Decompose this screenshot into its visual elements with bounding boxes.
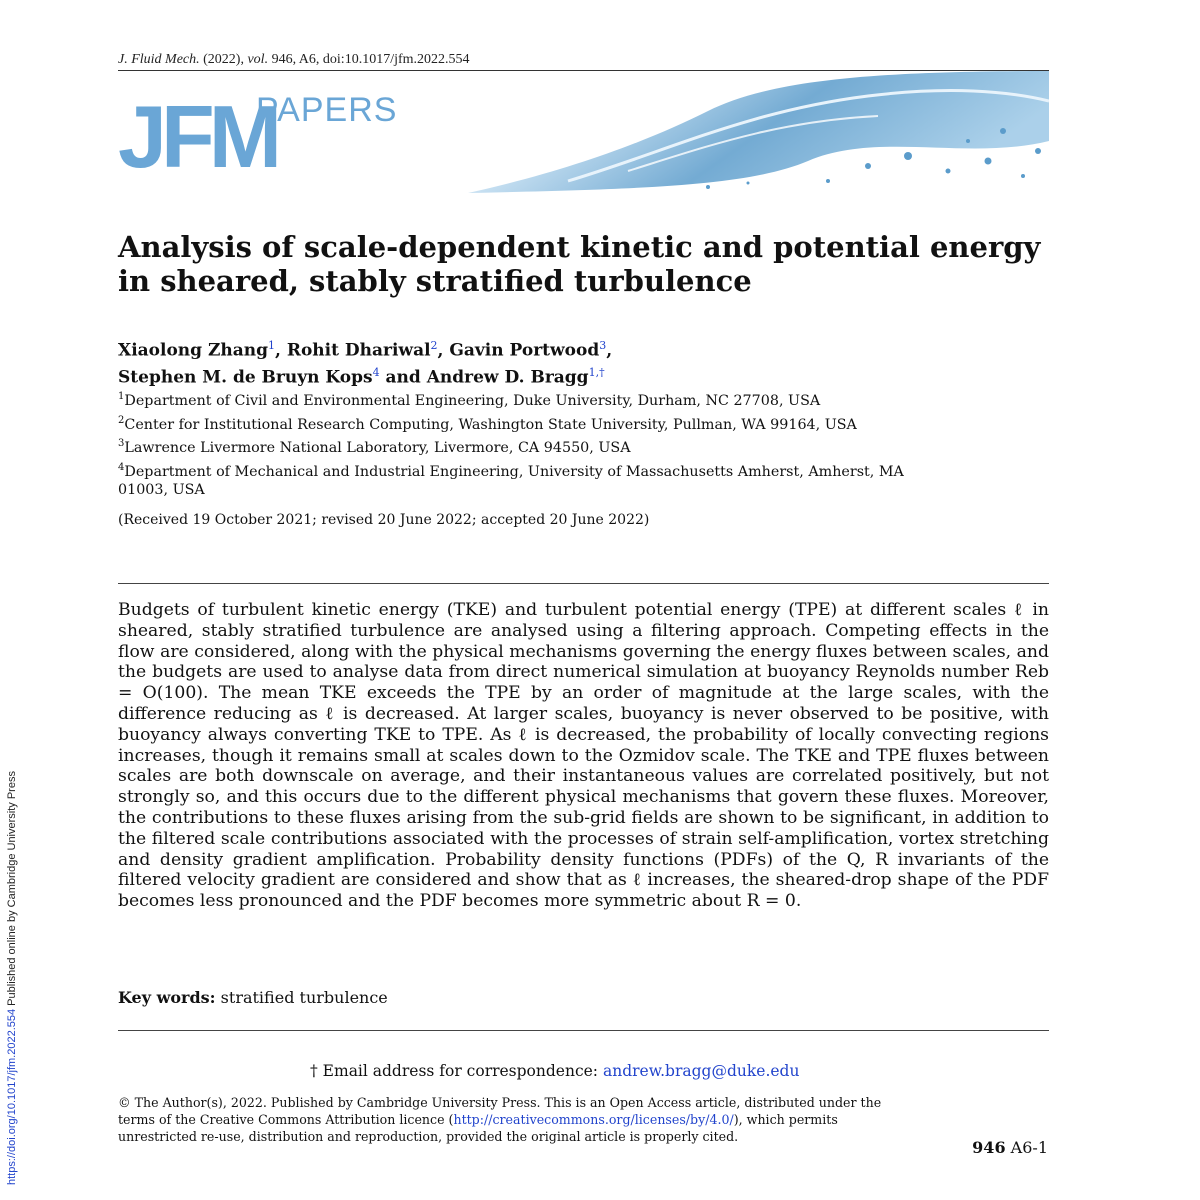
author-name: Gavin Portwood [449,340,600,361]
volume-label: vol. [247,52,269,67]
correspondence-label: † Email address for correspondence: [310,1062,599,1080]
side-doi-note [6,771,18,1185]
journal-citation [118,52,470,68]
affiliation-3 [118,435,1058,457]
jfm-logo: JFM [118,87,276,186]
author-name: Stephen M. de Bruyn Kops [118,367,373,388]
affiliation-number: 1 [118,391,125,402]
affiliation-ref[interactable]: 3 [599,339,607,352]
jfm-banner [118,71,1049,193]
keywords-value: stratified turbulence [220,988,388,1007]
journal-name: J. Fluid Mech. [118,52,200,67]
correspondence [310,1062,799,1080]
license-link[interactable]: http://creativecommons.org/licenses/by/4.0/ [453,1112,734,1127]
page-number [972,1138,1048,1157]
water-splash-image [448,71,1049,193]
affiliation-ref[interactable]: 4 [372,365,380,379]
affiliation-4 [118,459,948,499]
journal-ref: 946, A6, doi:10.1017/jfm.2022.554 [271,52,470,67]
license-text-1: © The Author(s), 2022. Published by Cambridge University Press. This is an Open Access article, distributed under the terms of the Creative Commons Attribution licence ( [118,1095,882,1127]
received-dates: (Received 19 October 2021; revised 20 June 2022; accepted 20 June 2022) [118,512,650,528]
affiliation-ref[interactable]: 1 [268,339,275,352]
journal-year: (2022), [203,52,244,67]
paper-title: Analysis of scale-dependent kinetic and potential energy in sheared, stably stratified turbulence [118,230,1041,298]
affiliation-text: Center for Institutional Research Computing, Washington State University, Pullman, WA 99164, USA [124,416,857,433]
papers-label: PAPERS [256,91,398,129]
affiliation-text: Lawrence Livermore National Laboratory, Livermore, CA 94550, USA [124,439,631,456]
abstract-rule-top [118,583,1049,584]
author-name: Rohit Dhariwal [286,340,431,361]
author-name: Andrew D. Bragg [426,367,589,388]
side-doi-link[interactable]: https://doi.org/10.1017/jfm.2022.554 [6,1008,18,1185]
affiliation-ref[interactable]: 1,† [588,365,605,379]
abstract-rule-bottom [118,1030,1049,1031]
affiliation-1 [118,388,1058,410]
author-conjunction: and [385,367,421,388]
license-text-2: ), which permits unrestricted re-use, distribution and reproduction, provided the original article is properly cited. [118,1112,838,1144]
keywords [118,988,388,1007]
author-list: Xiaolong Zhang$^1$, Rohit Dhariwal$^2$, Gavin Portwood$^3$, Stephen M. de Bruyn Kops$^4$ and Andrew D. Bragg$^{1,\dagger}$ [118,339,613,388]
affiliation-number: 4 [118,462,125,473]
abstract-text: Budgets of turbulent kinetic energy (TKE) and turbulent potential energy (TPE) at different scales ℓ in sheared, stably stratified turbulence are analysed using a filtering approach. Competing effects in the flow are considered, along with the physical mechanisms governing the energy fluxes between scales, and the budgets are used to analyse data from direct numerical simulation at buoyancy Reynolds number Reb = O(100). The mean TKE exceeds the TPE by an order of magnitude at the large scales, with the difference reducing as ℓ is decreased. At larger scales, buoyancy is never observed to be positive, with buoyancy always converting TKE to TPE. As ℓ is decreased, the probability of locally convecting regions increases, though it remains small at scales down to the Ozmidov scale. The TKE and TPE fluxes between scales are both downscale on average, and their instantaneous values are correlated positively, but not strongly so, and this occurs due to the different physical mechanisms that govern these fluxes. Moreover, the contributions to these fluxes arising from the sub-grid fields are shown to be significant, in addition to the filtered scale contributions associated with the processes of strain self-amplification, vortex stretching and density gradient amplification. Probability density functions (PDFs) of the Q, R invariants of the filtered velocity gradient are considered and show that as ℓ increases, the sheared-drop shape of the PDF becomes less pronounced and the PDF becomes more symmetric about R = 0. [118,600,1049,912]
affiliation-ref[interactable]: 2 [430,339,438,352]
page-article: A6-1 [1010,1138,1048,1157]
license-notice [118,1094,918,1145]
author-name: Xiaolong Zhang [118,340,268,361]
affiliation-text: Department of Civil and Environmental Engineering, Duke University, Durham, NC 27708, USA [124,392,821,409]
side-publisher-note: Published online by Cambridge University Press [6,771,18,1009]
affiliation-text: Department of Mechanical and Industrial Engineering, University of Massachusetts Amherst, Amherst, MA 01003, USA [118,463,904,498]
affiliation-number: 2 [118,415,125,426]
correspondence-email-link[interactable]: andrew.bragg@duke.edu [602,1062,800,1080]
affiliation-2 [118,412,1058,434]
keywords-label: Key words: [118,988,216,1007]
page-volume: 946 [972,1138,1006,1157]
affiliation-number: 3 [118,438,125,449]
